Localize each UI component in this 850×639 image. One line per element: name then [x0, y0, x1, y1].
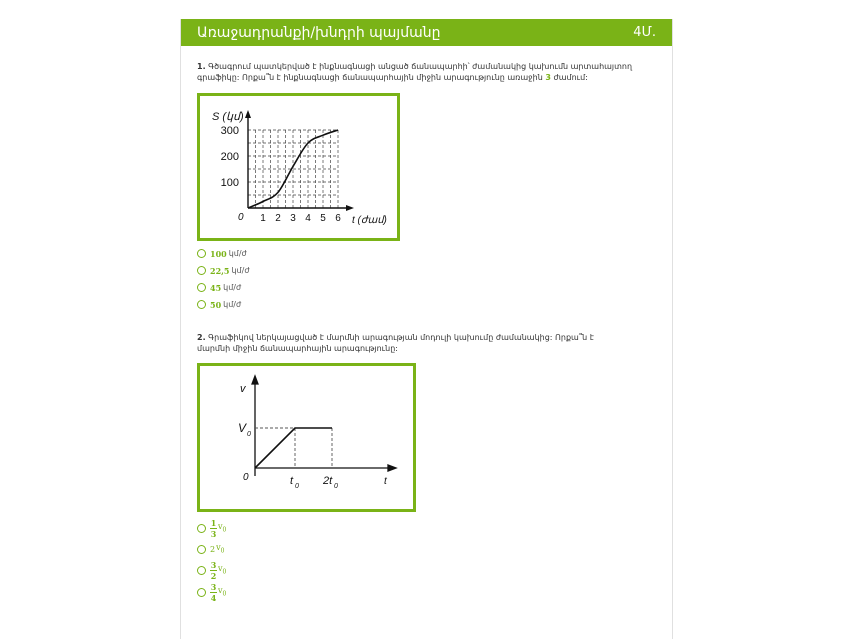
radio-button[interactable]: [197, 249, 206, 258]
task-points: 4Մ.: [633, 25, 656, 40]
question-1-text: [197, 61, 657, 83]
option-value: 22,5: [210, 265, 230, 276]
fraction: [210, 519, 217, 538]
y-axis-label: S (կմ): [212, 111, 244, 123]
velocity-symbol: $v_0$: [218, 564, 227, 576]
fraction: [210, 583, 217, 602]
v-axis-label: v: [240, 383, 246, 395]
question-1-options: [197, 245, 250, 313]
question-2-text: [197, 332, 617, 354]
t-axis-label: t: [384, 476, 387, 487]
option-unit: կմ/ժ: [223, 300, 242, 309]
radio-button[interactable]: [197, 588, 206, 597]
v0-sub: 0: [247, 431, 251, 438]
2t0-label: 2t: [323, 475, 333, 487]
radio-button[interactable]: [197, 566, 206, 575]
q1-option-4[interactable]: [197, 296, 250, 313]
question-1-graph: [197, 93, 400, 241]
question-1-number: 1.: [197, 62, 206, 71]
radio-button[interactable]: [197, 283, 206, 292]
v0-label: V: [238, 421, 247, 435]
x-tick-label: 1: [260, 213, 266, 224]
option-unit: կմ/ժ: [231, 266, 250, 275]
origin-label: 0: [243, 472, 249, 483]
t0-sub: 0: [295, 483, 299, 490]
task-panel: [180, 19, 673, 639]
question-2-body: Գրաֆիկով ներկայացված է մարմնի արագության մոդուլի կախումը ժամանակից: Որքա՞ն է մարմնի միջին ճանապարհային արագությունը:: [197, 333, 594, 353]
x-tick-label: 3: [290, 213, 296, 224]
path-time-chart: [200, 96, 397, 238]
t-axis-arrow: [388, 465, 396, 471]
radio-button[interactable]: [197, 300, 206, 309]
x-axis-arrow: [346, 205, 354, 211]
velocity-time-chart: [200, 366, 413, 509]
velocity-symbol: $v_0$: [216, 543, 225, 555]
x-tick-label: 6: [335, 213, 341, 224]
y-tick-label: 200: [220, 151, 239, 163]
task-title: Առաջադրանքի/խնդրի պայմանը: [197, 24, 441, 41]
v-axis-arrow: [252, 376, 258, 384]
denominator: 4: [210, 592, 217, 603]
t0-label: t: [290, 475, 294, 487]
question-2-number: 2.: [197, 333, 206, 342]
q2-option-4[interactable]: [197, 581, 226, 603]
question-2-graph: [197, 363, 416, 512]
question-2-options: [197, 517, 226, 603]
option-unit: կմ/ժ: [228, 249, 247, 258]
numerator: 3: [210, 581, 217, 592]
y-axis-arrow: [245, 110, 251, 118]
q1-option-2[interactable]: [197, 262, 250, 279]
origin-label: 0: [238, 212, 244, 223]
q1-option-3[interactable]: [197, 279, 250, 296]
numerator: 3: [210, 559, 217, 570]
x-tick-label: 4: [305, 213, 311, 224]
velocity-symbol: $v_0$: [218, 522, 227, 534]
2t0-sub: 0: [334, 483, 338, 490]
denominator: 3: [210, 528, 217, 539]
option-value: 45: [210, 282, 222, 293]
question-1-body: Գծագրում պատկերված է ինքնագնացի անցած ճանապարհի՝ ժամանակից կախումն արտահայտող գրաֆիկը: Որքա՞ն է ինքնագնացի ճանապարհային միջին արագությունը առաջին: [197, 62, 633, 82]
x-tick-label: 5: [320, 213, 326, 224]
y-tick-label: 100: [220, 177, 239, 189]
coefficient: 2: [210, 544, 216, 554]
velocity-curve: [255, 428, 332, 468]
question-1-body-end: ժամում:: [553, 73, 588, 82]
radio-button[interactable]: [197, 524, 206, 533]
task-header: [181, 19, 672, 46]
velocity-symbol: $v_0$: [218, 586, 227, 598]
radio-button[interactable]: [197, 545, 206, 554]
option-unit: կմ/ժ: [223, 283, 242, 292]
radio-button[interactable]: [197, 266, 206, 275]
denominator: 2: [210, 570, 217, 581]
numerator: 1: [210, 517, 217, 528]
x-tick-label: 2: [275, 213, 281, 224]
fraction: [210, 561, 217, 580]
question-1-highlight: 3: [545, 73, 551, 82]
q2-option-2[interactable]: [197, 539, 226, 559]
q2-option-1[interactable]: [197, 517, 226, 539]
q2-option-3[interactable]: [197, 559, 226, 581]
y-tick-label: 300: [220, 125, 239, 137]
x-axis-label: t (ժամ): [352, 215, 387, 226]
q1-option-1[interactable]: [197, 245, 250, 262]
option-value: 50: [210, 299, 222, 310]
option-value: 100: [210, 248, 227, 259]
